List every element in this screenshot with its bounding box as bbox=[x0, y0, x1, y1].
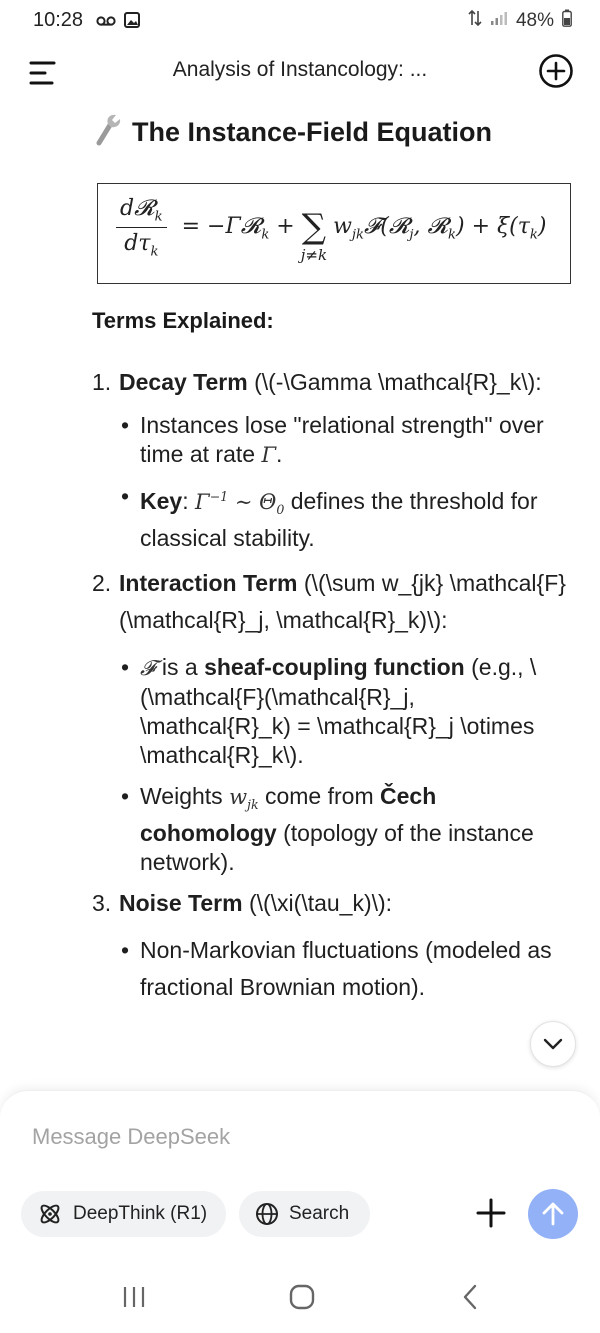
terms-title: Terms Explained: bbox=[92, 308, 274, 333]
term-raw-latex: (\(\xi(\tau_k)\): bbox=[242, 890, 393, 917]
attach-button[interactable] bbox=[472, 1194, 510, 1232]
menu-icon bbox=[27, 58, 59, 88]
message-content bbox=[0, 100, 600, 1090]
gallery-icon bbox=[124, 12, 140, 33]
list-item: • Instances lose "relational strength" over time at rate Γ. bbox=[119, 411, 572, 470]
app-header bbox=[0, 44, 600, 100]
send-button[interactable] bbox=[528, 1189, 578, 1239]
term-raw-latex: (\(\sum w_{jk} \mathcal{F}(\mathcal{R}_j, \mathcal{R}_k)\): bbox=[119, 570, 566, 634]
chevron-down-icon bbox=[543, 1038, 563, 1050]
term-raw-latex: (\(-\Gamma \mathcal{R}_k\): bbox=[247, 369, 542, 395]
battery-percent: 48% bbox=[515, 10, 554, 31]
atom-icon bbox=[37, 1201, 63, 1227]
deepthink-button[interactable] bbox=[21, 1191, 226, 1237]
home-button[interactable] bbox=[282, 1280, 322, 1314]
term-interaction: 2. Interaction Term (\(\sum w_{jk} \mathcal{F}(\mathcal{R}_j, \mathcal{R}_k)\): • 𝓕 is a sheaf-coupling function (e.g., \(\mathcal{F}(\mathcal{R}_j, \mathcal{R}_k) = \mathcal{R}_j \otimes \mathcal{R}_k\). • Weights $w_{jk}$ come from Čech cohomology (topology of the instance network). bbox=[92, 565, 572, 877]
recent-apps-icon bbox=[121, 1285, 147, 1309]
back-icon bbox=[462, 1284, 478, 1310]
term-decay: 1. Decay Term (\(-\Gamma \mathcal{R}_k\): • Instances lose "relational strength" over time at rate Γ. • Key: $\Gamma^{-1}$ ∼ $\Theta_0$ defines the threshold for classical stability. bbox=[92, 368, 572, 553]
message-input[interactable] bbox=[32, 1119, 452, 1155]
terms-list bbox=[92, 368, 572, 1018]
section-heading bbox=[92, 112, 492, 153]
list-item: • Non-Markovian fluctuations (modeled as fractional Brownian motion). bbox=[119, 932, 572, 1006]
plus-icon bbox=[472, 1194, 510, 1232]
back-button[interactable] bbox=[450, 1280, 490, 1314]
list-item: • Key: $\Gamma^{-1}$ ∼ $\Theta_0$ defines the threshold for classical stability. bbox=[119, 482, 572, 553]
term-noise: 3. Noise Term (\(\xi(\tau_k)\): • Non-Markovian fluctuations (modeled as fractional Brownian motion). bbox=[92, 889, 572, 1006]
deepthink-label: DeepThink (R1) bbox=[73, 1203, 208, 1224]
status-time: 10:28 bbox=[33, 9, 84, 31]
equation-box bbox=[97, 183, 571, 284]
home-icon bbox=[288, 1283, 316, 1311]
new-chat-button[interactable] bbox=[538, 53, 574, 89]
status-bar bbox=[0, 0, 600, 44]
list-item: • Weights $w_{jk}$ come from Čech cohomology (topology of the instance network). bbox=[119, 782, 572, 877]
search-button[interactable] bbox=[239, 1191, 370, 1237]
voicemail-icon bbox=[96, 14, 116, 32]
instance-field-equation: $\frac{d𝓡_k}{d\tau_k}$ = −Γ𝓡$_k$ + ∑ j≠k $w_{jk}𝓕(𝓡_j$, 𝓡$_k$) + $\xi(\tau_k)$ bbox=[116, 196, 546, 260]
term-label: Noise Term bbox=[119, 890, 243, 917]
list-item: • 𝓕 is a sheaf-coupling function (e.g., \(\mathcal{F}(\mathcal{R}_j, \mathcal{R}_k) = \mathcal{R}_j \otimes \mathcal{R}_k\). bbox=[119, 653, 572, 770]
data-transfer-icon bbox=[468, 9, 482, 33]
wrench-icon bbox=[92, 112, 122, 153]
battery-icon bbox=[562, 9, 572, 33]
chat-title[interactable]: Analysis of Instancology: ... bbox=[172, 58, 428, 81]
composer bbox=[0, 1090, 600, 1260]
arrow-up-icon bbox=[541, 1201, 565, 1227]
globe-icon bbox=[255, 1202, 279, 1226]
plus-circle-icon bbox=[538, 53, 574, 89]
term-label: Decay Term bbox=[119, 369, 248, 395]
menu-button[interactable] bbox=[27, 58, 59, 88]
signal-icon bbox=[490, 10, 508, 32]
term-label: Interaction Term bbox=[119, 570, 298, 597]
search-label: Search bbox=[289, 1203, 350, 1224]
recent-apps-button[interactable] bbox=[114, 1280, 154, 1314]
scroll-to-bottom-button[interactable] bbox=[530, 1021, 576, 1067]
system-nav-bar bbox=[0, 1260, 600, 1333]
section-heading-text: The Instance-Field Equation bbox=[132, 117, 493, 147]
